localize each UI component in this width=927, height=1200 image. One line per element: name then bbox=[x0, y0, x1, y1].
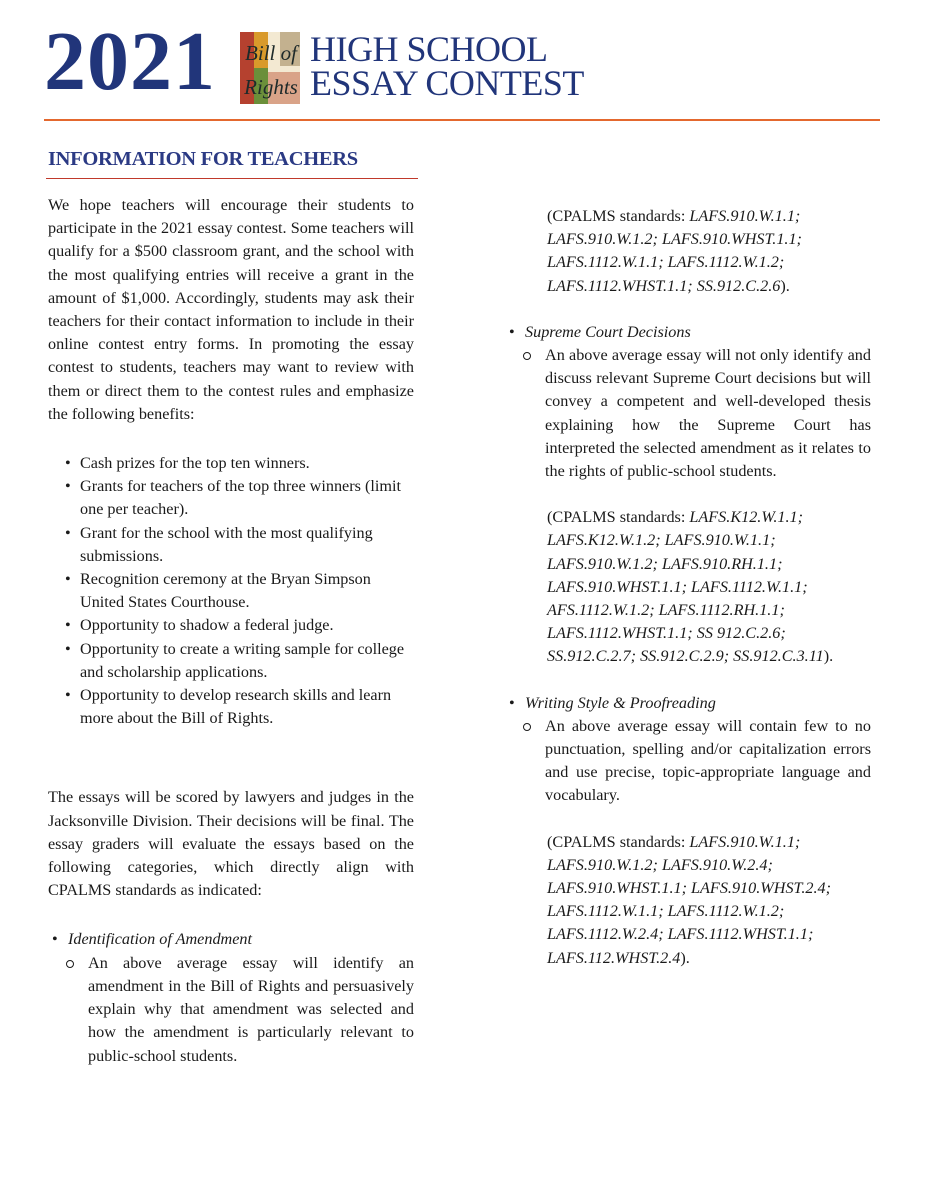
page-header bbox=[44, 15, 884, 108]
title-line1: HIGH SCHOOL bbox=[310, 29, 548, 69]
bullet-dot: • bbox=[52, 930, 58, 949]
list-item: • Opportunity to develop research skills and learn more about the Bill of Rights. bbox=[48, 684, 414, 730]
list-item: • Cash prizes for the top ten winners. bbox=[48, 452, 414, 475]
category-supreme-court bbox=[505, 321, 871, 344]
contest-title bbox=[310, 29, 584, 103]
standards-block-1 bbox=[505, 205, 871, 298]
scoring-paragraph: The essays will be scored by lawyers and judges in the Jacksonville Division. Their decisions will be final. The essay graders will evaluate the essays based on the following categories, which directly align with CPALMS standards as indicated: bbox=[48, 788, 414, 900]
bill-of-rights-logo bbox=[240, 32, 300, 104]
standards-block-2 bbox=[505, 506, 871, 668]
standards-block-3 bbox=[505, 831, 871, 970]
std-codes: LAFS.910.W.1.1; LAFS.910.W.1.2; LAFS.910.WHST.1.1; LAFS.1112.W.1.1; LAFS.1112.W.1.2; LAFS.1112.WHST.1.1; SS.912.C.2.6 bbox=[547, 207, 802, 295]
std-suffix: ). bbox=[823, 647, 834, 666]
category-name: Supreme Court Decisions bbox=[525, 322, 691, 341]
logo-line1: Bill of bbox=[245, 41, 297, 65]
header-divider bbox=[44, 119, 880, 121]
std-suffix: ). bbox=[780, 276, 790, 295]
right-column bbox=[505, 205, 871, 970]
section-divider bbox=[46, 178, 418, 179]
list-item: • Grants for teachers of the top three winners (limit one per teacher). bbox=[48, 475, 414, 521]
circle-bullet-icon bbox=[523, 352, 531, 360]
list-item: • Opportunity to shadow a federal judge. bbox=[48, 614, 414, 637]
std-suffix: ). bbox=[680, 948, 690, 967]
category-writing-style bbox=[505, 692, 871, 715]
category-description bbox=[505, 715, 871, 808]
list-item: • Grant for the school with the most qualifying submissions. bbox=[48, 522, 414, 568]
category-description bbox=[48, 952, 414, 1068]
list-item: • Recognition ceremony at the Bryan Simpson United States Courthouse. bbox=[48, 568, 414, 614]
std-prefix: (CPALMS standards: bbox=[547, 207, 690, 225]
title-line2: ESSAY CONTEST bbox=[310, 63, 584, 103]
std-prefix: (CPALMS standards: bbox=[547, 508, 690, 527]
std-codes: LAFS.K12.W.1.1; LAFS.K12.W.1.2; LAFS.910.W.1.1; LAFS.910.W.1.2; LAFS.910.RH.1.1; LAFS.910.WHST.1.1; LAFS.1112.W.1.1; AFS.1112.W.1.2; LAFS.1112.RH.1.1; LAFS.1112.WHST.1.1; SS 912.C.2.6; SS.912.C.2.7; SS.912.C.2.9; SS.912.C.3.11 bbox=[547, 508, 824, 666]
contest-year: 2021 bbox=[44, 15, 216, 108]
category-desc-text: An above average essay will identify an amendment in the Bill of Rights and persuasively explain why that amendment was selected and how the amendment is particularly relevant to public-school students. bbox=[88, 953, 414, 1065]
circle-bullet-icon bbox=[523, 723, 531, 731]
std-prefix: (CPALMS standards: bbox=[547, 832, 690, 851]
bullet-dot: • bbox=[509, 322, 515, 341]
section-title: INFORMATION FOR TEACHERS bbox=[48, 148, 358, 170]
category-description bbox=[505, 344, 871, 483]
category-desc-text: An above average essay will contain few to no punctuation, spelling and/or capitalization errors and use precise, topic-appropriate language and vocabulary. bbox=[545, 716, 871, 805]
benefits-list bbox=[48, 452, 414, 730]
left-column bbox=[48, 194, 414, 1068]
category-name: Identification of Amendment bbox=[68, 930, 253, 949]
list-item: • Opportunity to create a writing sample for college and scholarship applications. bbox=[48, 638, 414, 684]
category-desc-text: An above average essay will not only identify and discuss relevant Supreme Court decisions but will convey a competent and well-developed thesis explaining how the Supreme Court has interpreted the selected amendment as it relates to the rights of public-school students. bbox=[545, 346, 871, 481]
category-name: Writing Style & Proofreading bbox=[525, 693, 716, 712]
intro-paragraph: We hope teachers will encourage their students to participate in the 2021 essay contest. Some teachers will qualify for a $500 classroom grant, and the school with the most qualifying entries will receive a grant in the amount of $1,000. Accordingly, students may ask their teachers for their contact information to include in their online contest entry forms. In promoting the essay contest to students, teachers may want to review with them or direct them to the contest rules and emphasize the following benefits: bbox=[48, 196, 414, 423]
category-identification bbox=[48, 928, 414, 951]
circle-bullet-icon bbox=[66, 960, 74, 968]
bullet-dot: • bbox=[509, 693, 515, 712]
std-codes: LAFS.910.W.1.1; LAFS.910.W.1.2; LAFS.910.W.2.4; LAFS.910.WHST.1.1; LAFS.910.WHST.2.4; LAFS.1112.W.1.1; LAFS.1112.W.1.2; LAFS.1112.W.2.4; LAFS.1112.WHST.1.1; LAFS.112.WHST.2.4 bbox=[547, 832, 832, 967]
logo-line2: Rights bbox=[244, 75, 298, 99]
